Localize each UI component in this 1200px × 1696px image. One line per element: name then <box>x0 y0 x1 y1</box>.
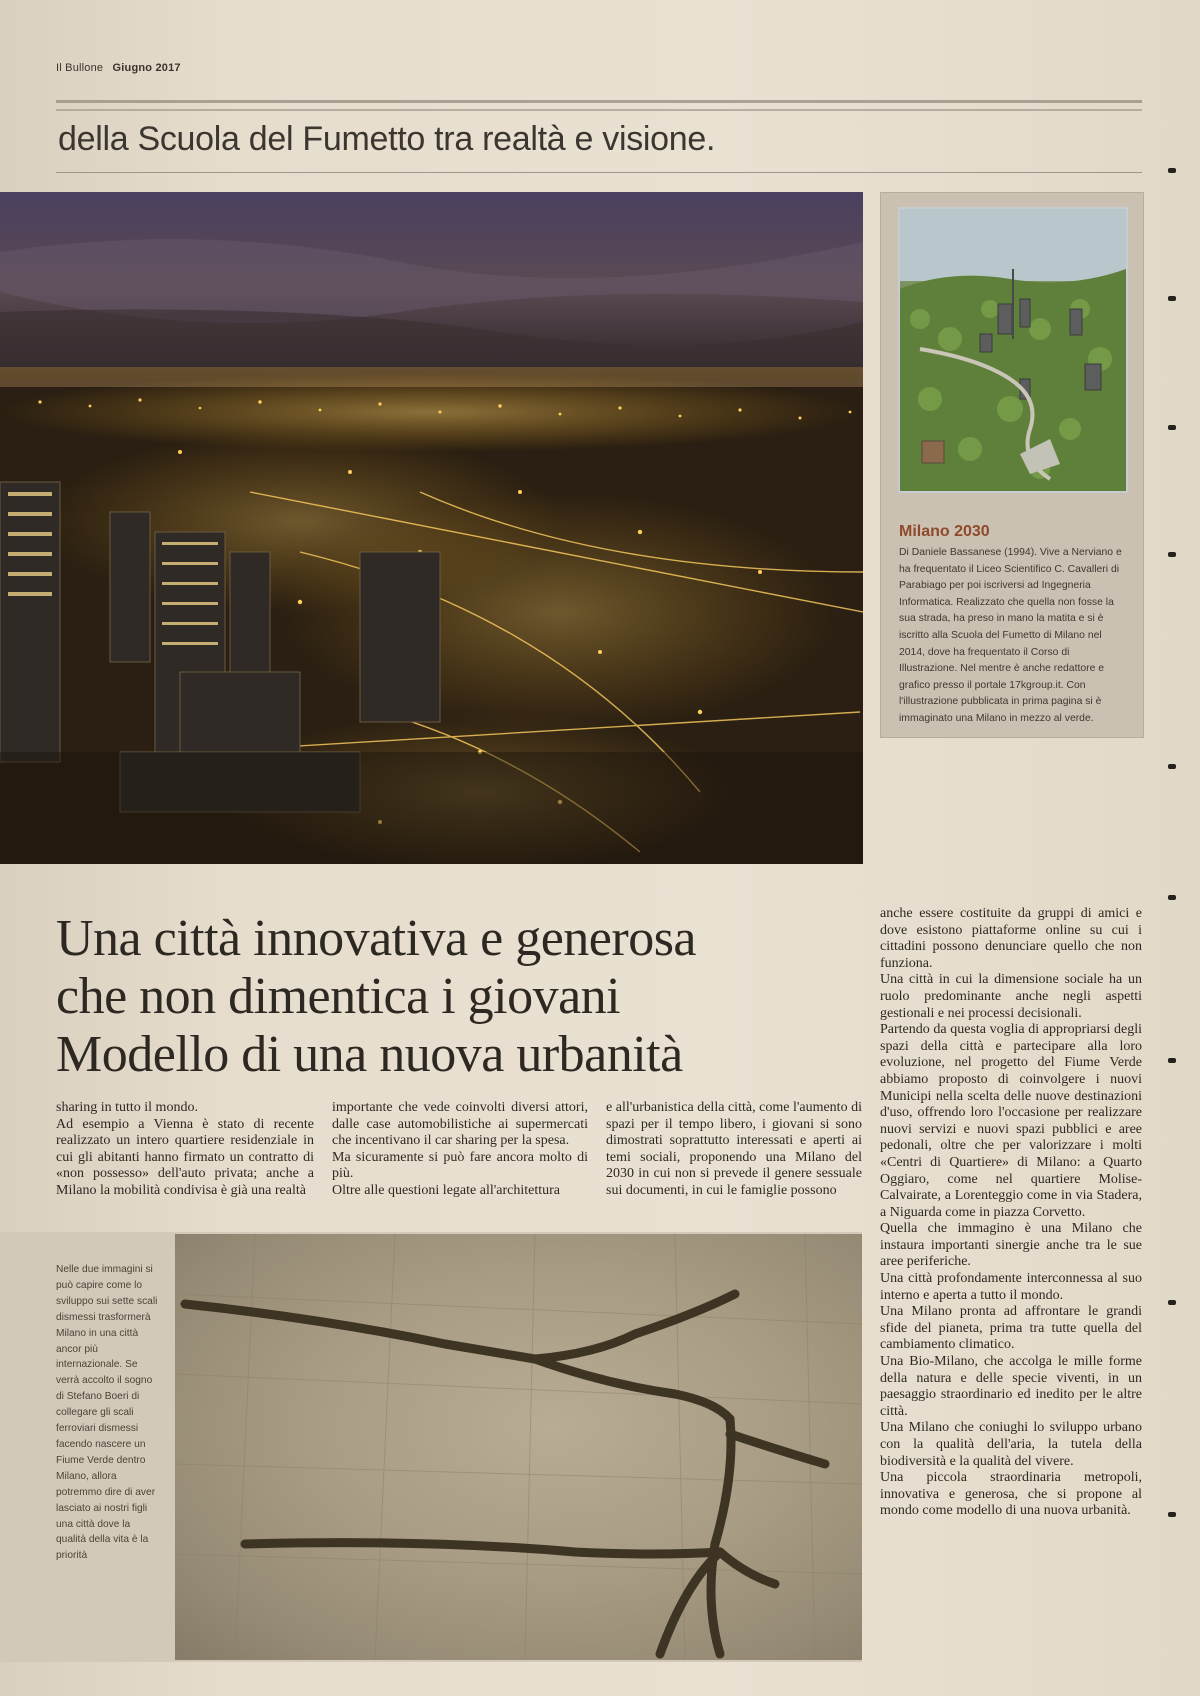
publication-name: Il Bullone <box>56 62 104 74</box>
paragraph: Una Milano pronta ad affrontare le grandi sfide del pianeta, prima tra tutte quella del cambiamento climatico. <box>880 1304 1142 1353</box>
kicker-rule <box>56 172 1142 173</box>
paragraph: Una Bio-Milano, che accolga le mille forme della natura e delle specie viventi, in un paesaggio straordinario ed inedito per le altre città. <box>880 1354 1142 1419</box>
paragraph: anche essere costituite da gruppi di amici e dove esistono piattaforme online su cui i cittadini possono denunciare quello che non funziona. <box>880 906 1142 971</box>
binder-punch <box>1168 168 1176 173</box>
city-lights-illustration <box>0 192 863 864</box>
paragraph: Una città profondamente interconnessa al suo interno e aperta a tutto il mondo. <box>880 1271 1142 1303</box>
article-column-2 <box>332 1100 588 1200</box>
paragraph: sharing in tutto il mondo. <box>56 1100 198 1115</box>
headline-line-2: che non dimentica i giovani <box>56 968 621 1025</box>
header-rule <box>56 100 1142 111</box>
green-city-drawing <box>900 209 1126 491</box>
article-column-1 <box>56 1100 314 1200</box>
sidebar-body: Di Daniele Bassanese (1994). Vive a Nerviano e ha frequentato il Liceo Scientifico C. Cavalleri di Parabiago per poi iscriversi ad Ingegneria Informatica. Realizzato che quella non fosse la sua strada, ha preso in mano la matita e si è iscritto alla Scuola del Fumetto di Milano nel 2014, dove ha frequentato il Corso di Illustrazione. Nel mentre è anche redattore e grafico presso il portale 17kgroup.it. Con l'illustrazione pubblicata in prima pagina si è immaginato una Milano in mezzo al verde. <box>899 547 1122 724</box>
photo-caption: Nelle due immagini si può capire come lo sviluppo sui sette scali dismessi trasformerà Milano in una città ancor più internazionale. Se verrà accolto il sogno di Stefano Boeri di collegare gli scali ferroviari dismessi facendo nascere un Fiume Verde dentro Milano, allora potremmo dire di aver lasciato ai nostri figli una città dove la qualità della vita è la priorità <box>56 1264 158 1562</box>
sidebar-box <box>880 192 1144 738</box>
headline-line-3: Modello di una nuova urbanità <box>56 1026 683 1083</box>
paragraph: Una città in cui la dimensione sociale ha un ruolo predominante anche negli aspetti gestionali e nei processi decisionali. <box>880 972 1142 1021</box>
article-column-3 <box>606 1100 862 1200</box>
article-headline <box>56 910 836 1084</box>
paragraph: Ma sicuramente si può fare ancora molto di più. <box>332 1149 588 1182</box>
binder-punch <box>1168 764 1176 769</box>
sidebar-title: Milano 2030 <box>899 523 990 540</box>
headline-line-1: Una città innovativa e generosa <box>56 910 697 967</box>
binder-punch <box>1168 1058 1176 1063</box>
running-header <box>56 62 181 74</box>
paragraph: importante che vede coinvolti diversi attori, dalle case automobilistiche ai supermercati che incentivano il car sharing per la spesa. <box>332 1100 588 1149</box>
paragraph: Quella che immagino è una Milano che instaura importanti sinergie anche tra le sue aree periferiche. <box>880 1221 1142 1270</box>
binder-punch <box>1168 425 1176 430</box>
binder-punch <box>1168 1512 1176 1517</box>
issue-date: Giugno 2017 <box>112 62 181 74</box>
green-river-map <box>175 1234 862 1660</box>
article-column-4 <box>880 906 1142 1520</box>
binder-punch <box>1168 895 1176 900</box>
paragraph: Partendo da questa voglia di appropriarsi degli spazi della città e partecipare alla loro evoluzione, nel progetto del Fiume Verde abbiamo proposto di coinvolgere i nuovi Municipi nella scelta delle nuove destinazioni d'uso, offrendo loro l'occasione per realizzare nuovi servizi e nuovi spazi pubblici e aree pedonali, oltre che per valorizzare i molti «Centri di Quartiere» di Milano: a Quarto Oggiaro, come nel quartiere Molise- Calvairate, a Lorenteggio come in via Stadera, a Niguarda come in piazza Corvetto. <box>880 1022 1142 1220</box>
binder-punch <box>1168 552 1176 557</box>
kicker: della Scuola del Fumetto tra realtà e visione. <box>58 120 716 158</box>
milan-night-photo <box>0 192 863 864</box>
milano-2030-illustration <box>898 207 1128 493</box>
paragraph: Una piccola straordinaria metropoli, innovativa e generosa, che si propone al mondo come modello di una nuova urbanità. <box>880 1470 1142 1519</box>
binder-punch <box>1168 1300 1176 1305</box>
green-river-aerial-photo <box>175 1234 862 1660</box>
paragraph: e all'urbanistica della città, come l'aumento di spazi per il tempo libero, i giovani si sono dimostrati soprattutto interessati e aperti ai temi sociali, proponendo una Milano del 2030 in cui non si prevede il genere sessuale sui documenti, in cui le famiglie possono <box>606 1100 862 1198</box>
paragraph: Ad esempio a Vienna è stato di recente realizzato un intero quartiere residenziale in cui gli abitanti hanno firmato un contratto di «non possesso» dell'auto privata; anche a Milano la mobilità condivisa è già una realtà <box>56 1116 314 1198</box>
paragraph: Oltre alle questioni legate all'architettura <box>332 1182 560 1198</box>
paragraph: Una Milano che coniughi lo sviluppo urbano con la qualità dell'aria, la tutela della biodiversità e la qualità del vivere. <box>880 1420 1142 1469</box>
binder-punch <box>1168 296 1176 301</box>
